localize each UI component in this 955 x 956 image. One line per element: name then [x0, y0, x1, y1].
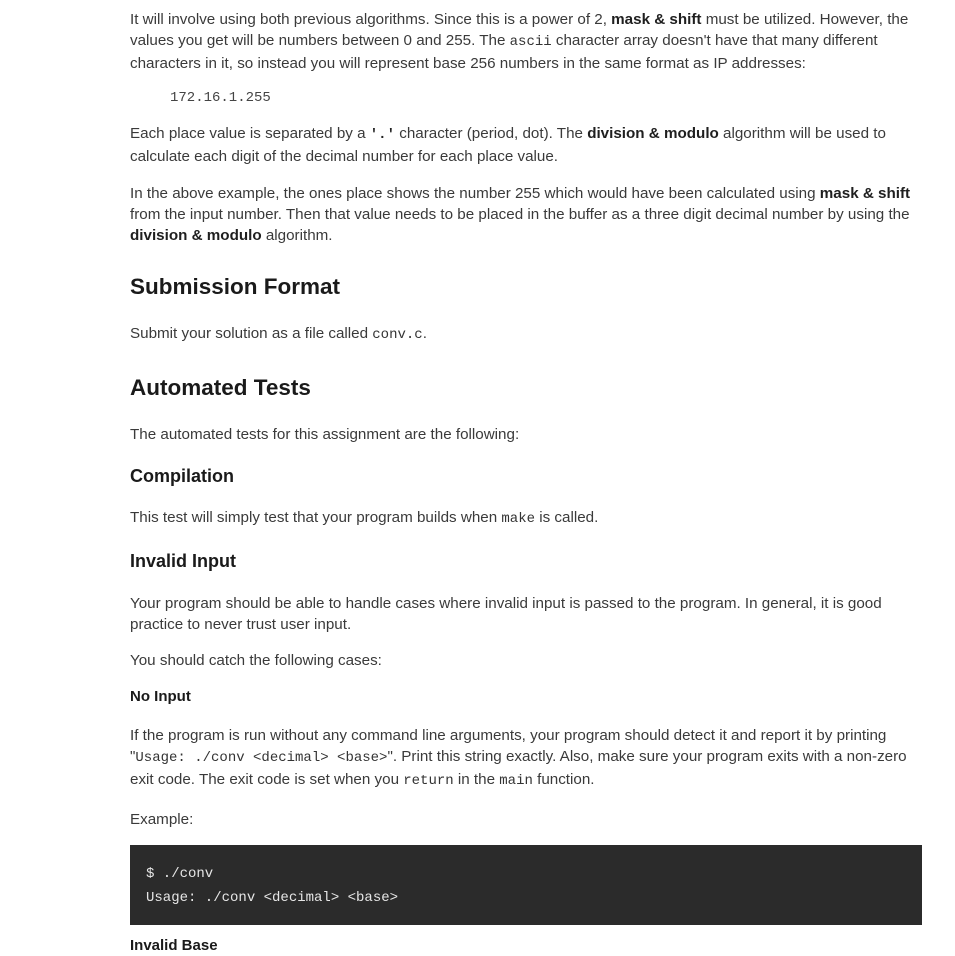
code-line: Usage: ./conv <decimal> <base> [146, 890, 399, 906]
bold-term: mask & shift [611, 11, 702, 28]
inline-code: conv.c [372, 327, 423, 343]
bold-term: division & modulo [130, 227, 262, 244]
invalid-base-heading: Invalid Base [130, 937, 218, 954]
bold-term: mask & shift [819, 185, 911, 202]
intro-paragraph [130, 9, 922, 74]
no-input-heading: No Input [130, 688, 191, 705]
place-value-paragraph [130, 123, 922, 167]
submission-paragraph [130, 323, 922, 346]
terminal-code-block [130, 845, 922, 925]
text-run: from the input number. Then that value needs to be placed in the buffer as a three digit decimal number by using the [130, 206, 910, 223]
bold-term: division & modulo [587, 125, 719, 142]
text-run: character (period, dot). The [395, 125, 588, 142]
text-run: . [422, 325, 427, 342]
text-run: must be utilized. However, the values you get will be numbers between 0 and 255. The [130, 11, 909, 49]
text-run: function. [532, 771, 595, 788]
text-run: in the [453, 771, 500, 788]
text-run: It will involve using both previous algorithms. Since this is a power of 2, [130, 11, 612, 28]
inline-code: return [403, 773, 454, 789]
inline-code: Usage: ./conv <decimal> <base> [135, 750, 388, 766]
catch-cases-paragraph: You should catch the following cases: [130, 652, 382, 669]
inline-code: make [501, 511, 535, 527]
text-run: algorithm will be used to calculate each digit of the decimal number for each place value. [130, 125, 886, 165]
compilation-paragraph [130, 507, 922, 530]
example-explanation-paragraph [130, 183, 922, 246]
inline-code: '.' [369, 127, 395, 143]
text-run: In the above example, the ones place shows the number 255 which would have been calculated using [130, 185, 820, 202]
text-run: If the program is run without any command line arguments, your program should detect it and report it by printing " [130, 727, 887, 765]
document-content [130, 9, 922, 956]
no-input-paragraph [130, 725, 922, 792]
inline-code: main [499, 773, 533, 789]
automated-tests-heading: Automated Tests [130, 375, 311, 400]
text-run: Each place value is separated by a [130, 125, 370, 142]
text-run: Submit your solution as a file called [130, 325, 373, 342]
inline-code: ascii [509, 34, 552, 50]
text-run: ". Print this string exactly. Also, make sure your program exits with a non-zero exit code. The exit code is set when you [130, 748, 907, 788]
text-run: is called. [535, 509, 599, 526]
code-line: $ ./conv [146, 866, 214, 882]
invalid-input-paragraph: Your program should be able to handle cases where invalid input is passed to the program. In general, it is good practice to never trust user input. [130, 595, 882, 633]
ip-example: 172.16.1.255 [170, 90, 271, 106]
invalid-input-heading: Invalid Input [130, 551, 236, 571]
text-run: This test will simply test that your program builds when [130, 509, 502, 526]
submission-format-heading: Submission Format [130, 274, 341, 299]
text-run: character array doesn't have that many different characters in it, so instead you will represent base 256 numbers in the same format as IP addresses: [130, 32, 878, 72]
compilation-heading: Compilation [130, 466, 234, 486]
text-run: algorithm. [261, 227, 333, 244]
example-label: Example: [130, 811, 194, 828]
automated-tests-paragraph: The automated tests for this assignment are the following: [130, 426, 520, 443]
